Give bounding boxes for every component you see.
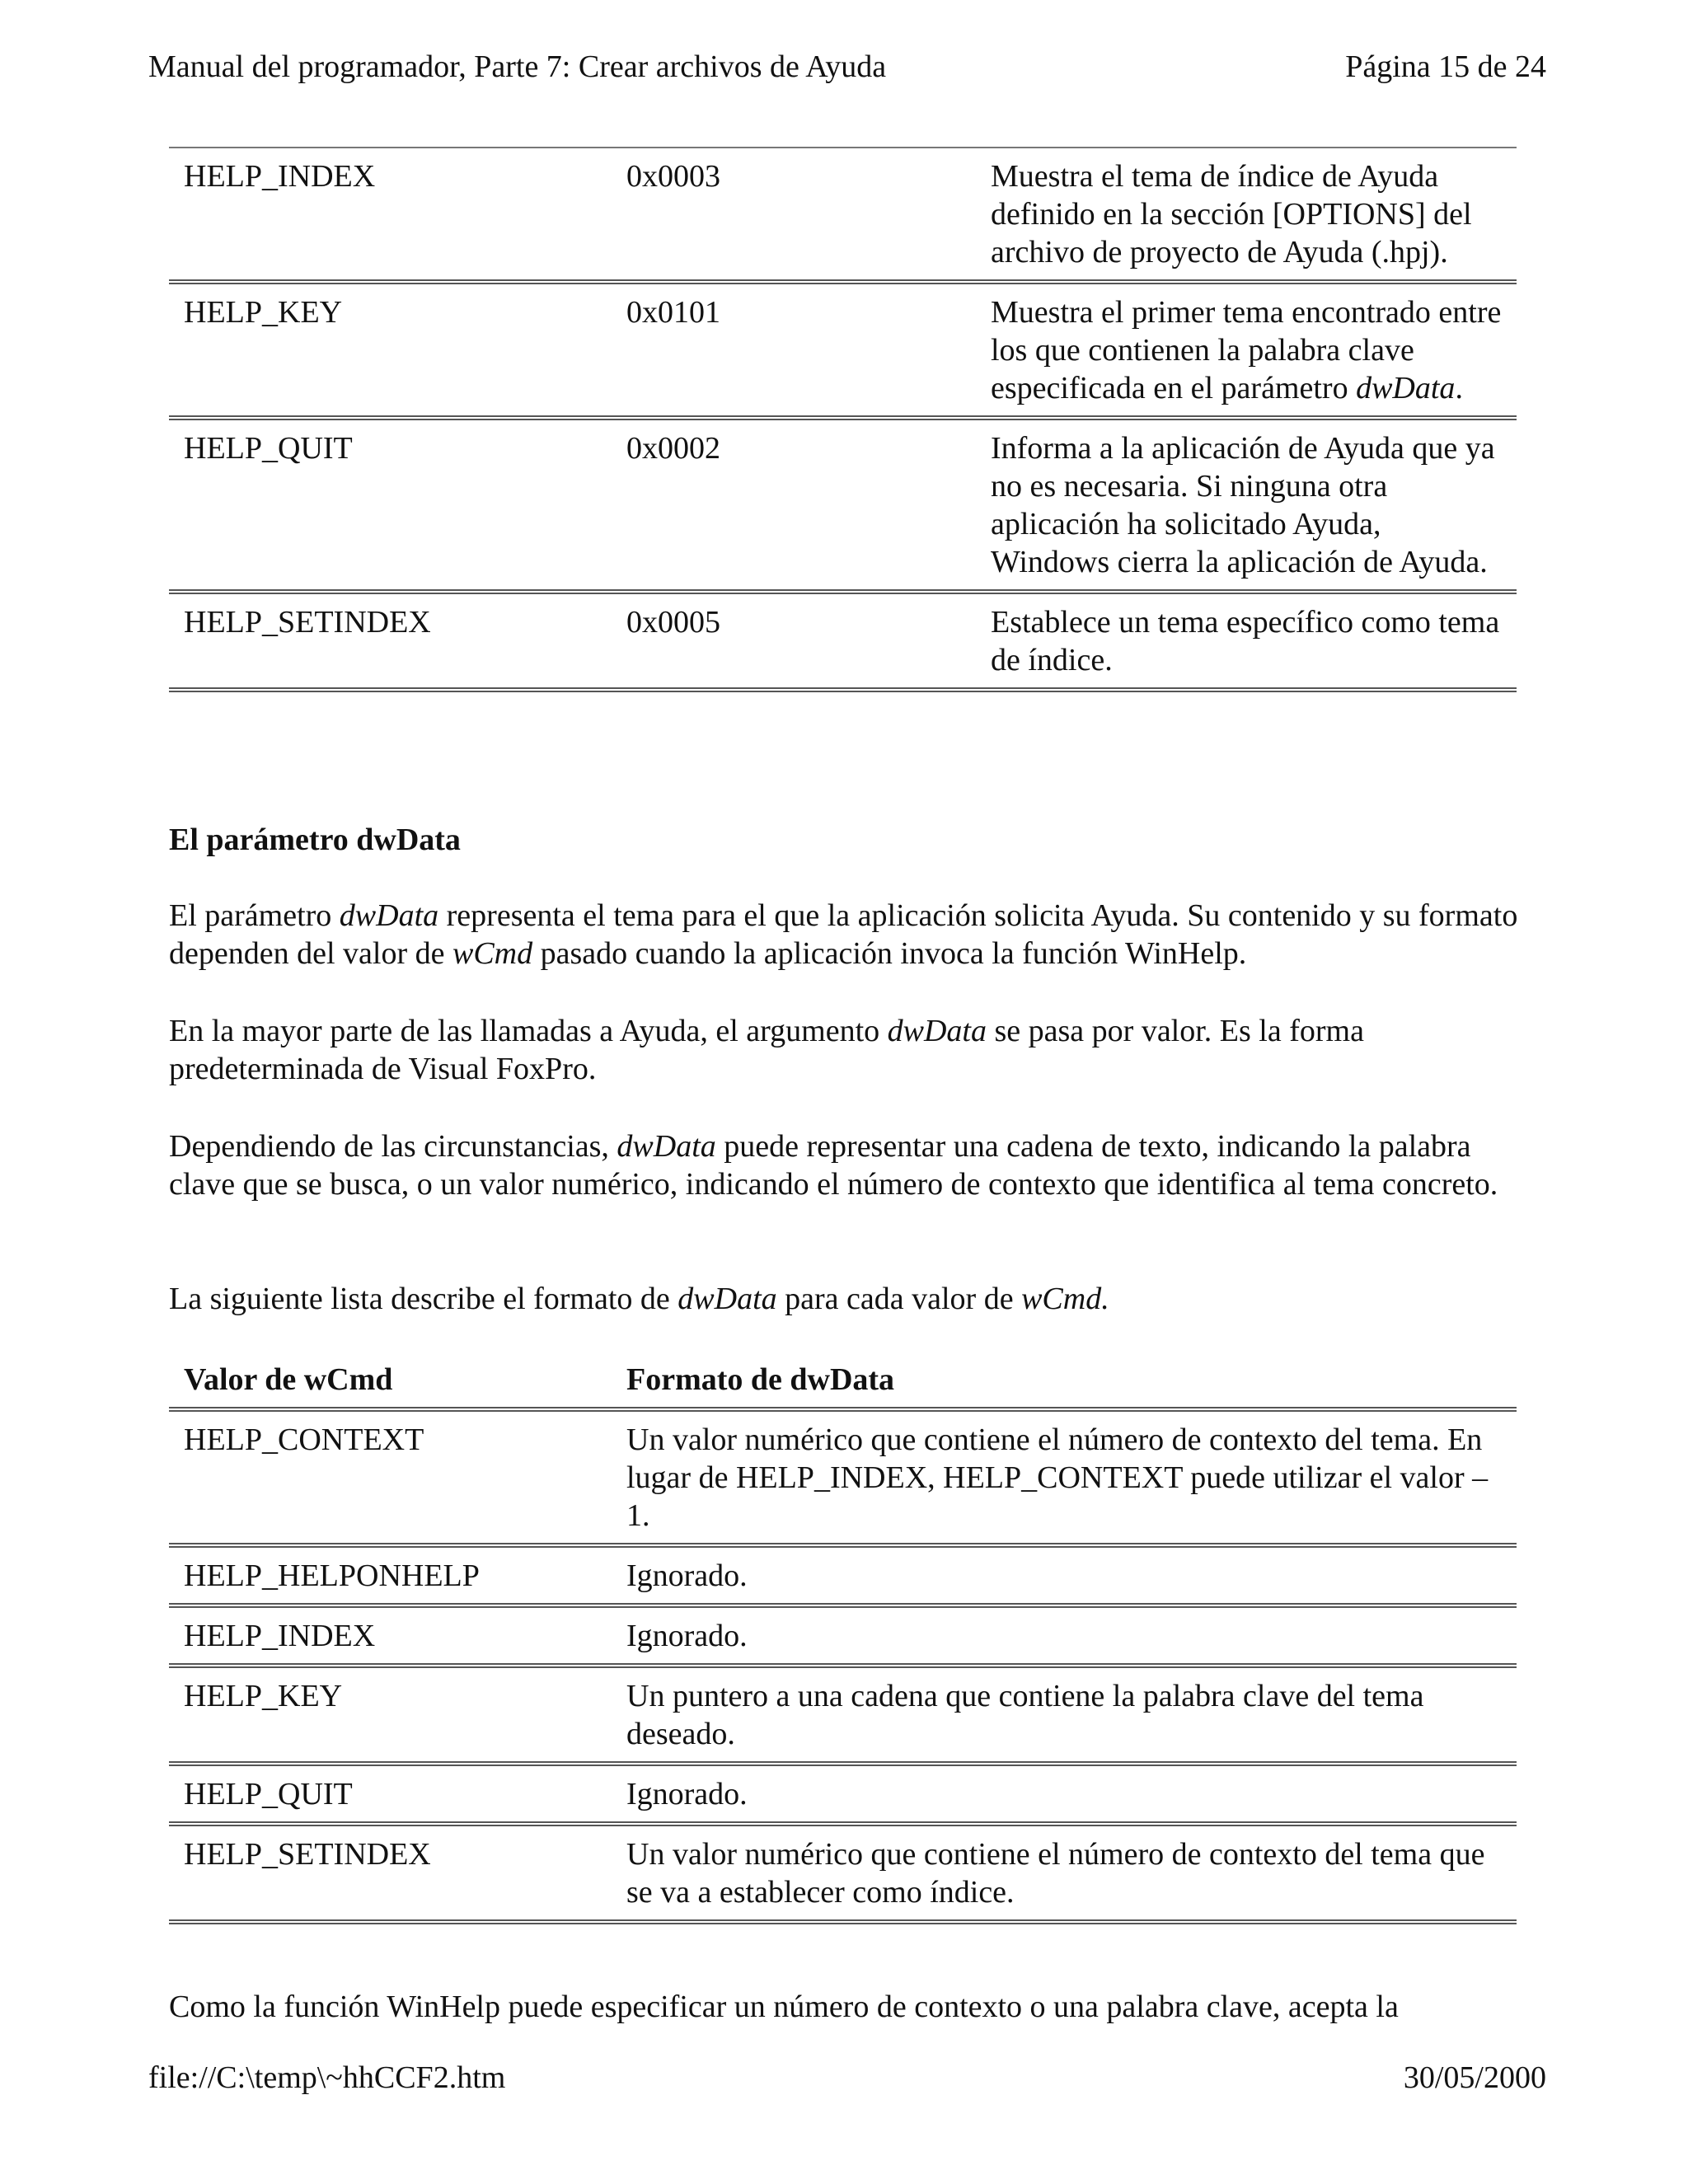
table-row: [169, 279, 1517, 415]
wcmd-hex-value: 0x0101: [612, 279, 976, 415]
table-row: [169, 1761, 1517, 1821]
footer-file-path: file://C:\temp\~hhCCF2.htm: [148, 2060, 506, 2095]
paragraph: [169, 1012, 1521, 1088]
wcmd-name: HELP_QUIT: [169, 415, 612, 589]
table-row: [169, 1663, 1517, 1761]
paragraph: [169, 1127, 1521, 1203]
wcmd-name: HELP_QUIT: [169, 1761, 612, 1821]
paragraph-text: La siguiente lista describe el formato de: [169, 1282, 678, 1316]
wcmd-name: HELP_INDEX: [169, 1603, 612, 1663]
footer-date: 30/05/2000: [1403, 2060, 1546, 2095]
wcmd-description: Informa a la aplicación de Ayuda que ya no es necesaria. Si ninguna otra aplicación ha solicitado Ayuda, Windows cierra la aplicación de Ayuda.: [976, 415, 1517, 589]
paragraph: [169, 1280, 1521, 1318]
table-row: [169, 1603, 1517, 1663]
paragraph: [169, 897, 1521, 972]
paragraph-emphasis: dwData: [339, 898, 439, 933]
dwdata-format: Ignorado.: [612, 1543, 1517, 1603]
table-row: [169, 589, 1517, 692]
column-header: Valor de wCmd: [184, 1362, 393, 1397]
paragraph-text: El parámetro: [169, 898, 340, 933]
wcmd-hex-value: 0x0002: [612, 415, 976, 589]
paragraph-text: representa el tema para el que la aplicación solicita Ayuda. Su contenido y su formato dependen del valor de: [169, 898, 1518, 971]
paragraph-text: En la mayor parte de las llamadas a Ayuda, el argumento: [169, 1014, 888, 1048]
paragraph-text: pasado cuando la aplicación invoca la función WinHelp.: [532, 936, 1247, 971]
table-row: [169, 1543, 1517, 1603]
wcmd-name: HELP_SETINDEX: [169, 1821, 612, 1924]
paragraph-text: para cada valor de: [776, 1282, 1022, 1316]
page-number: Página 15 de 24: [1345, 49, 1546, 84]
wcmd-hex-value: 0x0005: [612, 589, 976, 692]
wcmd-name: HELP_SETINDEX: [169, 589, 612, 692]
paragraph-text: se pasa por valor. Es la forma predeterminada de Visual FoxPro.: [169, 1014, 1364, 1086]
wcmd-name: HELP_KEY: [169, 279, 612, 415]
description-param: dwData: [1356, 371, 1456, 405]
dwdata-format: Ignorado.: [612, 1761, 1517, 1821]
description-text: Muestra el primer tema encontrado entre los que contienen la palabra clave especificada en el parámetro: [991, 295, 1502, 405]
wcmd-hex-value: 0x0003: [612, 147, 976, 279]
paragraph-emphasis: dwData: [887, 1014, 987, 1048]
wcmd-name: HELP_KEY: [169, 1663, 612, 1761]
page-header-title: Manual del programador, Parte 7: Crear archivos de Ayuda: [148, 49, 887, 84]
wcmd-description: Muestra el tema de índice de Ayuda definido en la sección [OPTIONS] del archivo de proyecto de Ayuda (.hpj).: [976, 147, 1517, 279]
paragraph-text: Dependiendo de las circunstancias,: [169, 1129, 617, 1164]
paragraph-emphasis: wCmd.: [1021, 1282, 1109, 1316]
column-header: Formato de dwData: [626, 1362, 895, 1397]
section-heading: El parámetro dwData: [169, 823, 461, 857]
table-row: [169, 415, 1517, 589]
table-row: [169, 147, 1517, 279]
wcmd-name: HELP_HELPONHELP: [169, 1543, 612, 1603]
closing-paragraph: Como la función WinHelp puede especificar un número de contexto o una palabra clave, acepta la: [169, 1990, 1399, 2024]
wcmd-description: Establece un tema específico como tema de índice.: [976, 589, 1517, 692]
dwdata-format: Ignorado.: [612, 1603, 1517, 1663]
wcmd-name: HELP_INDEX: [169, 147, 612, 279]
paragraph-emphasis: wCmd: [452, 936, 533, 971]
wcmd-values-table: [169, 147, 1517, 692]
dwdata-format: Un valor numérico que contiene el número de contexto del tema. En lugar de HELP_INDEX, HELP_CONTEXT puede utilizar el valor –1.: [612, 1407, 1517, 1543]
dwdata-format: Un valor numérico que contiene el número de contexto del tema que se va a establecer como índice.: [612, 1821, 1517, 1924]
paragraph-emphasis: dwData: [678, 1282, 777, 1316]
table-row: [169, 1821, 1517, 1924]
table-header-row: [169, 1352, 1517, 1407]
table-row: [169, 1407, 1517, 1543]
description-end: .: [1455, 371, 1463, 405]
dwdata-format-table: [169, 1352, 1517, 1924]
dwdata-format: Un puntero a una cadena que contiene la palabra clave del tema deseado.: [612, 1663, 1517, 1761]
paragraph-emphasis: dwData: [617, 1129, 716, 1164]
wcmd-name: HELP_CONTEXT: [169, 1407, 612, 1543]
paragraph-text: puede representar una cadena de texto, indicando la palabra clave que se busca, o un valor numérico, indicando el número de contexto que identifica al tema concreto.: [169, 1129, 1498, 1202]
wcmd-description: [976, 279, 1517, 415]
